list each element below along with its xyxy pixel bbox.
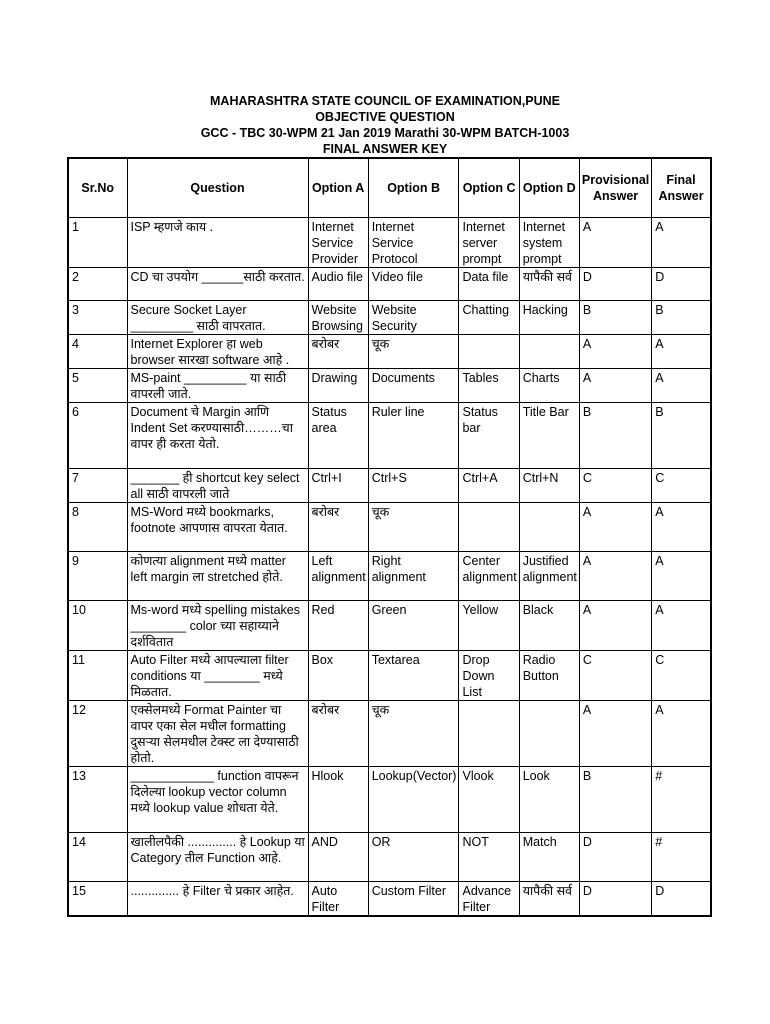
cell-option-b: Website Security (368, 300, 459, 334)
cell-option-a: Red (308, 600, 368, 650)
cell-sr: 5 (68, 368, 127, 402)
cell-final: A (652, 700, 711, 766)
cell-final: B (652, 402, 711, 468)
cell-option-a: Website Browsing (308, 300, 368, 334)
cell-final: A (652, 502, 711, 551)
cell-option-b: OR (368, 832, 459, 881)
cell-option-c: Status bar (459, 402, 519, 468)
cell-option-c (459, 334, 519, 368)
table-row (68, 402, 711, 468)
cell-sr: 13 (68, 766, 127, 832)
cell-option-c: Chatting (459, 300, 519, 334)
table-row (68, 502, 711, 551)
cell-option-b: चूक (368, 334, 459, 368)
cell-option-d: Radio Button (519, 650, 579, 700)
cell-option-b: Textarea (368, 650, 459, 700)
cell-option-c: Drop Down List (459, 650, 519, 700)
cell-final: B (652, 300, 711, 334)
subtitle: OBJECTIVE QUESTION (315, 110, 455, 124)
document-title: FINAL ANSWER KEY (322, 142, 448, 156)
cell-option-d: Ctrl+N (519, 468, 579, 502)
cell-final: D (652, 267, 711, 300)
cell-final: C (652, 650, 711, 700)
cell-sr: 15 (68, 881, 127, 916)
col-header-question: Question (127, 158, 308, 217)
cell-option-a: Auto Filter (308, 881, 368, 916)
cell-option-a: Left alignment (308, 551, 368, 600)
exam-details: GCC - TBC 30-WPM 21 Jan 2019 Marathi 30-WPM BATCH-1003 (200, 126, 570, 140)
cell-provisional: B (579, 300, 651, 334)
cell-final: A (652, 334, 711, 368)
cell-option-b: Custom Filter (368, 881, 459, 916)
cell-option-d: यापैकी सर्व (519, 881, 579, 916)
cell-option-c (459, 502, 519, 551)
cell-provisional: A (579, 217, 651, 267)
cell-option-d: यापैकी सर्व (519, 267, 579, 300)
council-title: MAHARASHTRA STATE COUNCIL OF EXAMINATION,PUNE (210, 94, 560, 108)
table-row (68, 700, 711, 766)
cell-final: A (652, 551, 711, 600)
cell-question: ISP म्हणजे काय . (127, 217, 308, 267)
cell-option-d: Hacking (519, 300, 579, 334)
cell-sr: 7 (68, 468, 127, 502)
cell-sr: 3 (68, 300, 127, 334)
col-header-option-c: Option C (459, 158, 519, 217)
cell-provisional: A (579, 334, 651, 368)
col-header-final: Final Answer (652, 158, 711, 217)
cell-option-d: Justified alignment (519, 551, 579, 600)
cell-final: A (652, 368, 711, 402)
cell-option-a: बरोबर (308, 502, 368, 551)
table-row (68, 881, 711, 916)
col-header-provisional: Provisional Answer (579, 158, 651, 217)
cell-provisional: C (579, 650, 651, 700)
table-row (68, 334, 711, 368)
cell-option-a: Drawing (308, 368, 368, 402)
cell-question: कोणत्या alignment मध्ये matter left margin ला stretched होते. (127, 551, 308, 600)
cell-option-b: Internet Service Protocol (368, 217, 459, 267)
cell-option-a: Box (308, 650, 368, 700)
cell-question: Document चे Margin आणि Indent Set करण्यासाठी………चा वापर ही करता येतो. (127, 402, 308, 468)
cell-option-c: Yellow (459, 600, 519, 650)
cell-option-c: NOT (459, 832, 519, 881)
cell-option-c: Ctrl+A (459, 468, 519, 502)
cell-option-d: Match (519, 832, 579, 881)
table-row (68, 551, 711, 600)
cell-question: MS-Word मध्ये bookmarks, footnote आपणास वापरता येतात. (127, 502, 308, 551)
cell-sr: 14 (68, 832, 127, 881)
cell-option-c: Vlook (459, 766, 519, 832)
header-row (68, 158, 711, 217)
cell-sr: 4 (68, 334, 127, 368)
cell-sr: 9 (68, 551, 127, 600)
cell-final: # (652, 832, 711, 881)
cell-option-b: Ctrl+S (368, 468, 459, 502)
cell-sr: 12 (68, 700, 127, 766)
cell-final: C (652, 468, 711, 502)
cell-provisional: D (579, 832, 651, 881)
cell-option-d: Look (519, 766, 579, 832)
cell-question: खालीलपैकी .............. हे Lookup या Category तील Function आहे. (127, 832, 308, 881)
cell-option-a: Hlook (308, 766, 368, 832)
cell-option-d: Internet system prompt (519, 217, 579, 267)
cell-option-a: AND (308, 832, 368, 881)
cell-option-b: Ruler line (368, 402, 459, 468)
table-row (68, 468, 711, 502)
cell-option-a: Ctrl+I (308, 468, 368, 502)
table-row (68, 600, 711, 650)
cell-final: A (652, 600, 711, 650)
cell-option-a: बरोबर (308, 334, 368, 368)
table-row (68, 368, 711, 402)
cell-question: .............. हे Filter चे प्रकार आहेत. (127, 881, 308, 916)
cell-option-c: Center alignment (459, 551, 519, 600)
cell-question: Auto Filter मध्ये आपल्याला filter conditions या ________ मध्ये मिळतात. (127, 650, 308, 700)
cell-provisional: A (579, 700, 651, 766)
cell-question: एक्सेलमध्ये Format Painter चा वापर एका सेल मधील formatting दुसऱ्या सेलमधील टेक्स्ट ला देण्यासाठी होतो. (127, 700, 308, 766)
cell-option-a: Status area (308, 402, 368, 468)
cell-provisional: C (579, 468, 651, 502)
cell-option-c: Tables (459, 368, 519, 402)
cell-option-b: चूक (368, 502, 459, 551)
cell-provisional: A (579, 551, 651, 600)
answer-key-table (67, 157, 712, 917)
cell-option-b: Documents (368, 368, 459, 402)
cell-option-b: Lookup(Vector) (368, 766, 459, 832)
cell-option-b: Right alignment (368, 551, 459, 600)
table-row (68, 217, 711, 267)
cell-question: ____________ function वापरून दिलेल्या lookup vector column मध्ये lookup value शोधता येते. (127, 766, 308, 832)
cell-question: MS-paint _________ या साठी वापरली जाते. (127, 368, 308, 402)
cell-sr: 11 (68, 650, 127, 700)
cell-sr: 6 (68, 402, 127, 468)
cell-question: Ms-word मध्ये spelling mistakes ________ color च्या सहाय्याने दर्शवितात (127, 600, 308, 650)
cell-final: A (652, 217, 711, 267)
cell-option-a: बरोबर (308, 700, 368, 766)
col-header-sr: Sr.No (68, 158, 127, 217)
cell-option-d (519, 334, 579, 368)
table-row (68, 300, 711, 334)
cell-question: Internet Explorer हा web browser सारखा software आहे . (127, 334, 308, 368)
cell-option-d (519, 502, 579, 551)
cell-sr: 1 (68, 217, 127, 267)
document-header (0, 93, 770, 157)
cell-provisional: D (579, 881, 651, 916)
col-header-option-a: Option A (308, 158, 368, 217)
cell-sr: 8 (68, 502, 127, 551)
cell-option-c (459, 700, 519, 766)
cell-option-b: Video file (368, 267, 459, 300)
cell-option-c: Internet server prompt (459, 217, 519, 267)
table-row (68, 766, 711, 832)
cell-final: # (652, 766, 711, 832)
cell-option-a: Audio file (308, 267, 368, 300)
cell-option-c: Data file (459, 267, 519, 300)
cell-sr: 10 (68, 600, 127, 650)
cell-option-d (519, 700, 579, 766)
cell-provisional: B (579, 402, 651, 468)
cell-provisional: A (579, 368, 651, 402)
cell-provisional: D (579, 267, 651, 300)
cell-final: D (652, 881, 711, 916)
col-header-option-b: Option B (368, 158, 459, 217)
cell-provisional: B (579, 766, 651, 832)
cell-option-c: Advance Filter (459, 881, 519, 916)
col-header-option-d: Option D (519, 158, 579, 217)
cell-option-a: Internet Service Provider (308, 217, 368, 267)
cell-option-d: Charts (519, 368, 579, 402)
cell-provisional: A (579, 600, 651, 650)
table-row (68, 650, 711, 700)
cell-option-b: Green (368, 600, 459, 650)
cell-option-d: Black (519, 600, 579, 650)
cell-option-b: चूक (368, 700, 459, 766)
cell-sr: 2 (68, 267, 127, 300)
cell-question: Secure Socket Layer _________ साठी वापरतात. (127, 300, 308, 334)
cell-question: CD चा उपयोग ______साठी करतात. (127, 267, 308, 300)
cell-provisional: A (579, 502, 651, 551)
cell-question: _______ ही shortcut key select all साठी वापरली जाते (127, 468, 308, 502)
table-row (68, 267, 711, 300)
table-row (68, 832, 711, 881)
cell-option-d: Title Bar (519, 402, 579, 468)
